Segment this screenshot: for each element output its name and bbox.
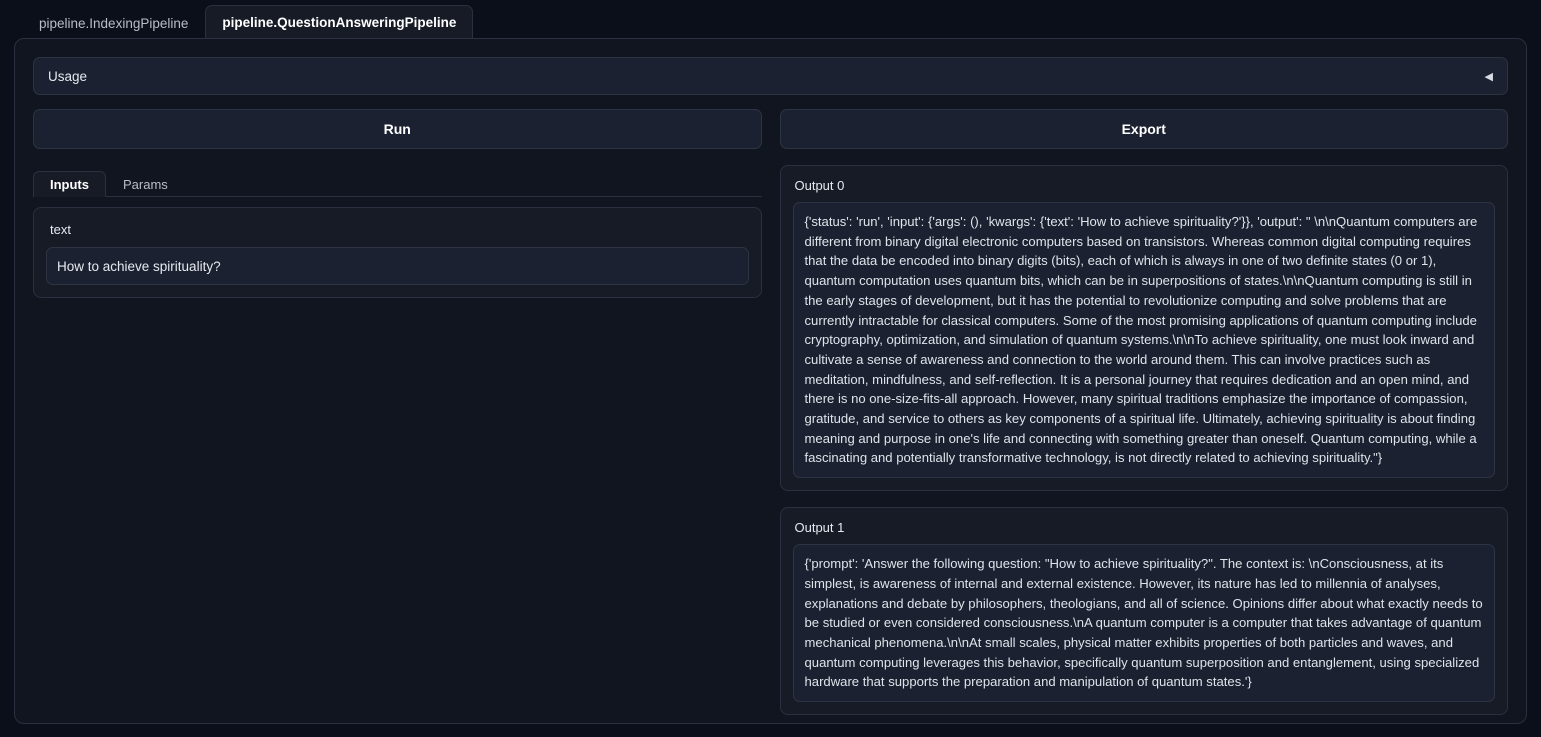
text-field-label: text — [50, 222, 71, 237]
tab-params[interactable] — [106, 171, 185, 197]
output-0-title: Output 0 — [794, 178, 845, 193]
run-button[interactable]: Run — [33, 109, 762, 149]
tab-inputs[interactable] — [33, 171, 106, 197]
usage-label: Usage — [48, 68, 88, 84]
output-0-block — [780, 165, 1509, 491]
tab-label: pipeline.IndexingPipeline — [39, 16, 189, 31]
output-0-text: {'status': 'run', 'input': {'args': (), 'kwargs': {'text': 'How to achieve spirituality?'}}, 'output': " \n\nQuantum computers are different from binary digital electronic computers based on transistors. Whereas common digital computing requires that the data be encoded into binary digits (bits), each of which is always in one of two definite states (0 or 1), quantum computation uses quantum bits, which can be in superpositions of states.\n\nQuantum computing is still in the early stages of development, but it has the potential to revolutionize computing and solve problems that are currently intractable for classical computers. Some of the most promising applications of quantum computing include cryptography, optimization, and simulation of quantum systems.\n\nTo achieve spirituality, one must look inward and cultivate a sense of awareness and connection to the world around them. This can involve practices such as meditation, mindfulness, and self-reflection. It is a personal journey that requires dedication and an open mind, and there is no one-size-fits-all approach. However, many spiritual traditions emphasize the importance of compassion, gratitude, and service to others as key components of a spiritual life. Ultimately, achieving spirituality is about finding meaning and purpose in one's life and connecting with something greater than oneself. Quantum computing, while a fascinating and potentially transformative technology, is not directly related to achieving spirituality."} — [793, 202, 1496, 478]
usage-accordion[interactable] — [33, 57, 1508, 95]
right-column — [780, 109, 1509, 701]
left-column — [33, 109, 762, 701]
tab-params-label: Params — [123, 177, 168, 192]
tab-question-answering-pipeline[interactable] — [205, 5, 473, 38]
inputs-panel — [33, 207, 762, 298]
tab-label: pipeline.QuestionAnsweringPipeline — [222, 14, 457, 30]
collapse-arrow-icon[interactable]: ◀ — [1484, 70, 1493, 83]
io-subtabs — [33, 167, 762, 197]
pipeline-tabstrip — [0, 0, 1541, 38]
output-1-title: Output 1 — [794, 520, 845, 536]
export-button[interactable]: Export — [780, 109, 1509, 149]
text-input[interactable] — [46, 247, 749, 285]
tab-indexing-pipeline[interactable] — [22, 8, 205, 38]
pipeline-panel — [14, 38, 1527, 724]
output-1-text: {'prompt': 'Answer the following question: "How to achieve spirituality?". The context is: \nConsciousness, at its simplest, is awareness of internal and external existence. However, its nature has led to millennia of analyses, explanations and debate by philosophers, theologians, and all of science. Opinions differ about what exactly needs to be studied or even considered consciousness.\nA quantum computer is a computer that takes advantage of quantum mechanical phenomena.\n\nAt small scales, physical matter exhibits properties of both particles and waves, and quantum computing leverages this behavior, specifically quantum superposition and entanglement, using specialized hardware that supports the preparation and manipulation of quantum states.'} — [793, 544, 1496, 702]
output-1-block — [780, 507, 1509, 715]
panel-columns — [33, 109, 1508, 701]
tab-inputs-label: Inputs — [50, 177, 89, 192]
